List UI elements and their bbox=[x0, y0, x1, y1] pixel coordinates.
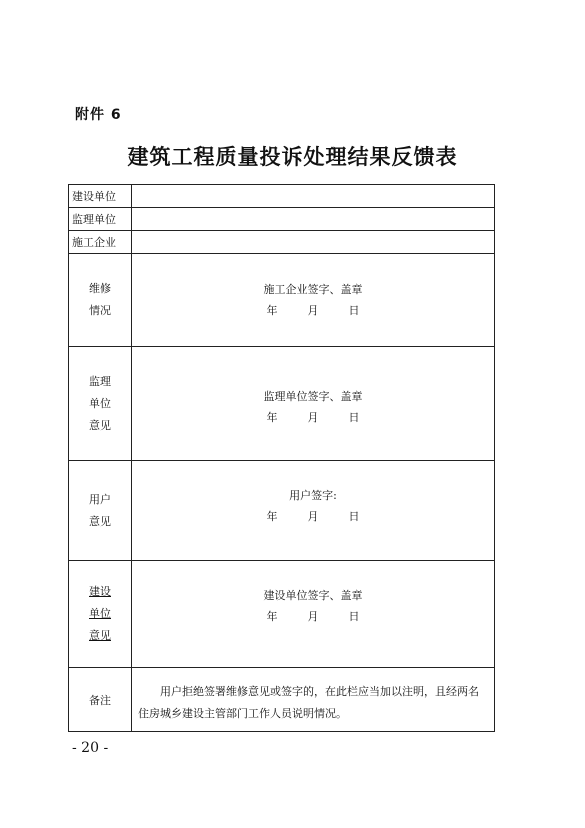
row-remarks bbox=[69, 668, 495, 732]
signature-line: 建设单位签字、盖章 bbox=[263, 589, 363, 602]
field-repair[interactable] bbox=[132, 254, 495, 347]
label-line: 用户 bbox=[89, 492, 111, 506]
date-day: 日 bbox=[348, 410, 360, 424]
date-year: 年 bbox=[266, 410, 278, 424]
remarks-text: 用户拒绝签署维修意见或签字的，在此栏应当加以注明，且经两名住房城乡建设主管部门工作人员说明情况。 bbox=[132, 668, 495, 732]
label-user-opinion bbox=[69, 461, 132, 561]
label-line: 意见 bbox=[89, 514, 111, 528]
signature-line: 监理单位签字、盖章 bbox=[263, 389, 363, 403]
label-line: 意见 bbox=[89, 629, 111, 642]
date-month: 月 bbox=[307, 510, 319, 523]
date-month: 月 bbox=[307, 410, 319, 424]
label-line: 单位 bbox=[89, 607, 111, 620]
date-line bbox=[132, 300, 494, 321]
field-contractor[interactable] bbox=[132, 231, 495, 254]
field-user-opinion[interactable] bbox=[132, 461, 495, 561]
label-supervision-unit: 监理单位 bbox=[69, 208, 132, 231]
label-line: 监理 bbox=[89, 374, 111, 388]
date-day: 日 bbox=[348, 510, 360, 523]
date-day: 日 bbox=[348, 610, 360, 623]
row-user-opinion bbox=[69, 461, 495, 561]
feedback-form-table bbox=[68, 184, 495, 732]
date-month: 月 bbox=[307, 304, 319, 317]
page-number: - 20 - bbox=[72, 740, 109, 756]
date-line bbox=[132, 407, 494, 428]
signature-line: 用户签字: bbox=[289, 489, 337, 502]
label-line: 建设 bbox=[89, 585, 111, 598]
row-supervision-unit bbox=[69, 208, 495, 231]
row-construction-unit bbox=[69, 185, 495, 208]
date-year: 年 bbox=[266, 304, 278, 317]
label-repair-line: 情况 bbox=[89, 304, 111, 317]
label-repair-line: 维修 bbox=[89, 282, 111, 295]
label-construction-unit: 建设单位 bbox=[69, 185, 132, 208]
date-day: 日 bbox=[348, 304, 360, 317]
field-construction-opinion[interactable] bbox=[132, 561, 495, 668]
field-supervision-opinion[interactable] bbox=[132, 347, 495, 461]
label-repair bbox=[69, 254, 132, 347]
field-construction-unit[interactable] bbox=[132, 185, 495, 208]
row-supervision-opinion bbox=[69, 347, 495, 461]
label-remarks: 备注 bbox=[69, 668, 132, 732]
row-repair bbox=[69, 254, 495, 347]
field-supervision-unit[interactable] bbox=[132, 208, 495, 231]
form-title: 建筑工程质量投诉处理结果反馈表 bbox=[127, 144, 458, 169]
label-construction-opinion bbox=[69, 561, 132, 668]
date-line bbox=[132, 606, 494, 627]
date-year: 年 bbox=[266, 610, 278, 623]
label-line: 意见 bbox=[89, 418, 111, 432]
label-line: 单位 bbox=[89, 396, 111, 410]
date-year: 年 bbox=[266, 510, 278, 523]
date-line bbox=[132, 506, 494, 527]
date-month: 月 bbox=[307, 610, 319, 623]
attachment-label: 附件 6 bbox=[75, 107, 122, 123]
label-supervision-opinion bbox=[69, 347, 132, 461]
row-contractor bbox=[69, 231, 495, 254]
label-contractor: 施工企业 bbox=[69, 231, 132, 254]
signature-line: 施工企业签字、盖章 bbox=[263, 283, 363, 296]
row-construction-opinion bbox=[69, 561, 495, 668]
